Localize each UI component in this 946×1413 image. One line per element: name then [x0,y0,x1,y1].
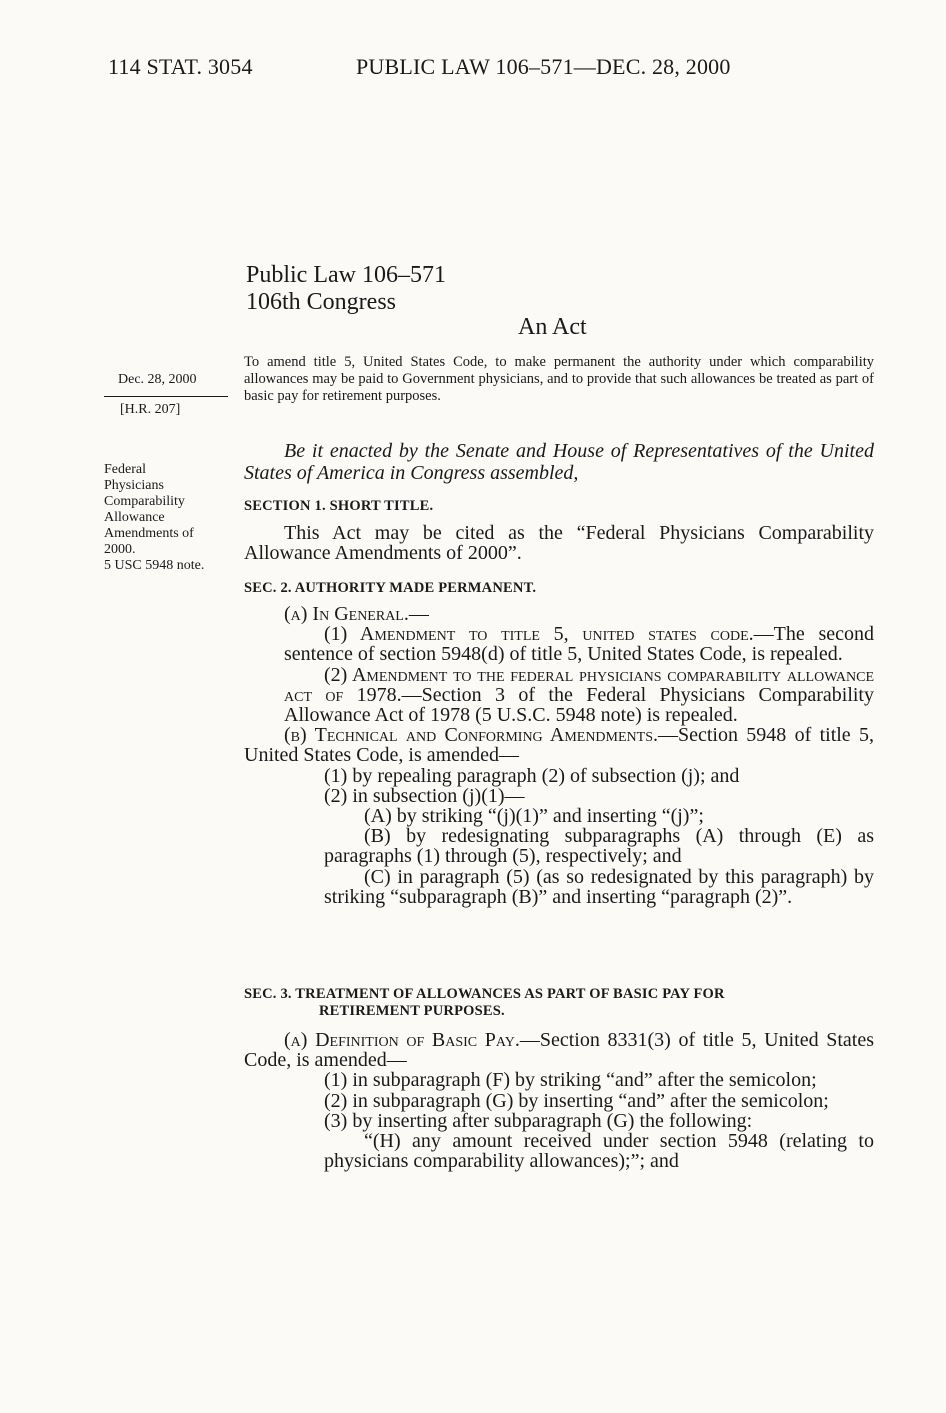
sec3-a-paragraph [244,1030,874,1070]
margin-bill-number: [H.R. 207] [120,402,181,417]
sec2-a1-lead: (1) Amendment to title 5, united states code. [324,623,754,646]
sec2-a1-paragraph [244,624,874,664]
section-3-heading-line2: RETIREMENT PURPOSES. [319,1003,505,1019]
congress-number: 106th Congress [246,289,396,315]
sec2-b1: (1) by repealing paragraph (2) of subsection (j); and [324,764,740,787]
sec2-a2-text: —Section 3 of the Federal Physicians Comparability Allowance Act of 1978 (5 U.S.C. 5948 note) is repealed. [284,683,874,727]
margin-date: Dec. 28, 2000 [118,372,197,387]
sec2-bC: (C) in paragraph (5) (as so redesignated by this paragraph) by striking “subparagraph (B)” and inserting “paragraph (2)”. [324,865,874,908]
running-title: PUBLIC LAW 106–571—DEC. 28, 2000 [356,54,731,79]
sec3-a-lead: (a) Definition of Basic Pay. [284,1029,520,1051]
page-stat-number: 114 STAT. 3054 [108,54,253,79]
margin-short-title-line: Amendments of [104,526,194,541]
section-3-body [244,1030,874,1171]
margin-short-title-line: Comparability [104,494,185,509]
sec3-a3: (3) by inserting after subparagraph (G) the following: [324,1109,753,1132]
margin-short-title-line: Allowance [104,510,165,525]
section-3-heading-line1: SEC. 3. TREATMENT OF ALLOWANCES AS PART OF BASIC PAY FOR [244,986,725,1002]
margin-short-title-line: Federal [104,462,146,477]
sec2-bA: (A) by striking “(j)(1)” and inserting “(j)”; [364,805,704,828]
section-3-heading [244,986,874,1020]
margin-divider [104,396,228,397]
sec3-aH: “(H) any amount received under section 5948 (relating to physicians comparability allowances);”; and [324,1130,874,1173]
margin-short-title [104,462,204,574]
sec3-a-text: —Section 8331(3) of title 5, United States Code, is amended— [244,1029,875,1072]
sec2-bB: (B) by redesignating subparagraphs (A) through (E) as paragraphs (1) through (5), respectively; and [324,825,874,868]
margin-usc-note: 5 USC 5948 note. [104,558,205,573]
act-purpose: To amend title 5, United States Code, to make permanent the authority under which comparability allowances may be paid to Government physicians, and to provide that such allowances be treated as part of basic pay for retirement purposes. [244,354,874,404]
sec2-b2: (2) in subsection (j)(1)— [324,784,525,807]
enacting-clause: Be it enacted by the Senate and House of Representatives of the United States of America in Congress assembled, [244,440,874,484]
sec2-b-paragraph [244,725,874,765]
sec2-a1-text: —The second sentence of section 5948(d) of title 5, United States Code, is repealed. [284,623,874,666]
section-2-heading: SEC. 2. AUTHORITY MADE PERMANENT. [244,580,537,596]
law-number: Public Law 106–571 [246,262,446,288]
sec2-a2-lead: (2) Amendment to the federal physicians comparability allowance act of 1978. [284,663,874,706]
sec3-a1: (1) in subparagraph (F) by striking “and” after the semicolon; [324,1069,817,1092]
sec2-a2-paragraph [244,665,874,726]
sec2-b-text: —Section 5948 of title 5, United States Code, is amended— [244,724,874,767]
margin-short-title-line: Physicians [104,478,164,493]
sec2-b-lead: (b) Technical and Conforming Amendments. [284,724,658,747]
section-1-heading: SECTION 1. SHORT TITLE. [244,498,434,514]
section-2-body [244,604,874,907]
act-heading: An Act [518,314,587,340]
section-1-text: This Act may be cited as the “Federal Physicians Comparability Allowance Amendments of 2000”. [244,522,874,565]
sec3-a2: (2) in subparagraph (G) by inserting “and” after the semicolon; [324,1089,829,1112]
sec2-subsection-a-heading: (a) In General.— [284,603,429,625]
margin-short-title-line: 2000. [104,542,136,557]
